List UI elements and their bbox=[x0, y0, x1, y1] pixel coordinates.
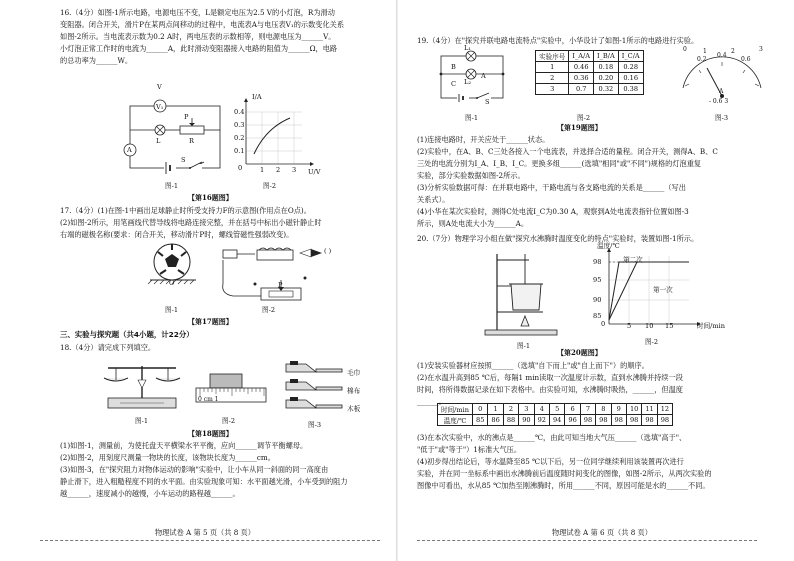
q16-graph-origin: 0 bbox=[238, 164, 243, 172]
q16-circuit-diagram bbox=[120, 88, 230, 178]
q19-line-6: 关系式）。 bbox=[417, 195, 450, 204]
q20-temp-row bbox=[438, 415, 673, 426]
q17-p-label: P bbox=[278, 281, 283, 289]
q19-th-index: 实验序号 bbox=[536, 51, 569, 62]
q18-fig1-caption: 图-1 bbox=[135, 417, 149, 425]
table-cell: 1 bbox=[536, 62, 569, 73]
q19-line-2: (2)实验中，在A、B、C三处各接入一个电流表，并选择合适的量程。闭合开关，测得A、B、C bbox=[417, 147, 718, 156]
q16-fig1-caption: 图-1 bbox=[165, 182, 179, 190]
table-cell: 2 bbox=[536, 73, 569, 84]
q19-label-l1: L₁ bbox=[464, 44, 472, 52]
table-cell: 88 bbox=[503, 415, 518, 426]
table-cell: 11 bbox=[642, 404, 657, 415]
q20-line-5: (3)在本次实验中，水的沸点是______℃，由此可知当地大气压______（选填"高于"、 bbox=[417, 433, 687, 442]
q19-line-1: (1)连接电路时，开关应处于______状态。 bbox=[417, 135, 550, 144]
q20-series-first: 第一次 bbox=[653, 286, 673, 294]
q16-graph-ytick-3: 0.3 bbox=[234, 121, 245, 129]
q20-intro: 20.（7分）物理学习小组在做"探究水沸腾时温度变化的特点"实验时，装置如图-1所示。 bbox=[417, 234, 699, 243]
q19-dial-tick-0-4: 0.4 bbox=[717, 52, 727, 59]
q16-banner: 【第16题图】 bbox=[188, 193, 233, 202]
left-cut-line bbox=[40, 540, 380, 541]
q18-fig3-caption: 图-3 bbox=[308, 421, 322, 429]
table-cell: 5 bbox=[549, 404, 564, 415]
q20-ytick-95: 95 bbox=[593, 276, 602, 284]
q20-line-6: "低于"或"等于"）1标准大气压。 bbox=[417, 445, 522, 454]
q20-line-8: 实验，并在同一坐标系中画出水沸腾前后温度随时间变化的图像，如图-2所示，从两次实验的 bbox=[417, 469, 712, 478]
q17-fig1-caption: 图-1 bbox=[165, 306, 179, 314]
q19-dial-tick-2: 2 bbox=[731, 48, 735, 55]
q19-fig1-caption: 图-1 bbox=[465, 114, 479, 122]
q19-th-ib: I_B/A bbox=[594, 51, 619, 62]
table-cell: 86 bbox=[488, 415, 503, 426]
table-cell: 时间/min bbox=[438, 404, 473, 415]
table-cell: 0 bbox=[473, 404, 488, 415]
q16-label-v: V bbox=[157, 83, 162, 91]
q19-dial-tick-0: 0 bbox=[683, 46, 687, 53]
q19-line-4: 实验，部分实验数据如图-2所示。 bbox=[417, 171, 525, 180]
table-cell: 10 bbox=[626, 404, 641, 415]
q18-line-2: (2)如图-2，用刻度尺测量一物块的长度，该物块长度为______cm。 bbox=[60, 453, 275, 462]
table-cell: 0.28 bbox=[618, 62, 643, 73]
table-cell: 3 bbox=[536, 84, 569, 95]
table-cell: 0.7 bbox=[569, 84, 594, 95]
q18-surface-wood: 木板 bbox=[347, 405, 361, 413]
q20-line-1: (1)安装实验器材应按照______（选填"自下而上"或"自上而下"）的顺序。 bbox=[417, 361, 649, 370]
q16-line-4: 小灯泡正常工作时的电流为______A，此时滑动变阻器接入电路的阻值为______Ω，电路 bbox=[60, 44, 338, 53]
table-cell: 7 bbox=[580, 404, 595, 415]
section-3-heading: 三、实验与探究题（共4小题，计22分） bbox=[60, 330, 194, 339]
q19-label-a: A bbox=[481, 72, 486, 80]
q19-line-7: (4)小华在某次实验时，测得C处电流I_C为0.30 A，观察到A处电流表指针位置如图-3 bbox=[417, 207, 689, 216]
q19-dial-tick-1: 1 bbox=[703, 48, 707, 55]
table-cell: 6 bbox=[565, 404, 580, 415]
q16-graph-xtick-2: 2 bbox=[276, 166, 281, 174]
table-cell: 96 bbox=[565, 415, 580, 426]
table-cell: 94 bbox=[549, 415, 564, 426]
q19-fig3-caption: 图-3 bbox=[715, 114, 729, 122]
q17-line-3: 右端的磁极名称(要求：闭合开关，移动滑片P时，螺线管磁性强弱改变)。 bbox=[60, 230, 294, 239]
q19-table-header-row bbox=[536, 51, 644, 62]
q20-time-row bbox=[438, 404, 673, 415]
q17-line-1: 17.（4分）(1)在图-1中画出足球静止时所受支持力F的示意图(作用点在O点)。 bbox=[60, 206, 311, 215]
q19-label-l2: L₂ bbox=[464, 78, 472, 86]
q17-fig2-caption: 图-2 bbox=[262, 306, 276, 314]
q20-line-9: 图像中可看出，水从85 ℃加热至刚沸腾时，所用______不同，原因可能是水的______不同。 bbox=[417, 481, 710, 490]
table-cell: 98 bbox=[642, 415, 657, 426]
q16-graph-ytick-1: 0.1 bbox=[234, 147, 245, 155]
q16-graph-ytick-4: 0.4 bbox=[234, 108, 245, 116]
q19-dial-tick-0-6: 0.6 bbox=[741, 56, 751, 63]
q18-line-5: 越______，速度减小的越慢，小车运动的路程越______。 bbox=[60, 489, 240, 498]
q20-fig1-caption: 图-1 bbox=[517, 342, 531, 350]
table-cell: 0.32 bbox=[594, 84, 619, 95]
table-cell: 98 bbox=[580, 415, 595, 426]
q16-label-ammeter: A bbox=[127, 146, 132, 154]
q20-graph-ylabel: 温度/℃ bbox=[597, 242, 620, 250]
q19-dial-tick-3: 3 bbox=[759, 46, 763, 53]
q20-series-second: 第二次 bbox=[623, 256, 643, 264]
table-cell: 12 bbox=[657, 404, 672, 415]
q18-ruler bbox=[196, 372, 266, 410]
q16-graph-xtick-1: 1 bbox=[260, 166, 265, 174]
q19-dial-unit: A bbox=[719, 88, 724, 95]
q17-line-2: (2)如图-2所示，用笔画线代替导线将电路连接完整，并在括号中标出小磁针静止时 bbox=[60, 218, 322, 227]
q18-line-1: (1)如图-1，测量前，为使托盘天平横梁水平平衡，应向______调节平衡螺母。 bbox=[60, 441, 308, 450]
right-cut-line bbox=[417, 540, 757, 541]
table-row bbox=[536, 84, 644, 95]
q20-boiling-apparatus bbox=[483, 250, 563, 338]
q16-label-lamp: L bbox=[156, 137, 161, 145]
q18-intro: 18.（4分）请完成下列填空。 bbox=[60, 343, 156, 352]
q19-fig2-caption: 图-2 bbox=[577, 114, 591, 122]
q20-line-7: (4)初步得出结论后，等水温降至85 ℃以下后，另一位同学继续利用该装置再次进行 bbox=[417, 457, 684, 466]
right-page-footer: 物理试卷 A 第 6 页（共 8 页） bbox=[552, 528, 652, 537]
q19-label-c: C bbox=[451, 80, 457, 88]
table-cell: 0.36 bbox=[569, 73, 594, 84]
q19-data-table bbox=[535, 50, 644, 95]
q19-line-8: 所示，则A处电流大小为______A。 bbox=[417, 219, 529, 228]
q19-dial-tick-0-2: 0.2 bbox=[697, 56, 707, 63]
table-cell: 85 bbox=[473, 415, 488, 426]
q18-fig2-caption: 图-2 bbox=[222, 417, 236, 425]
q20-xtick-15: 15 bbox=[665, 322, 674, 330]
q19-line-3: 三处的电流分别为I_A、I_B、I_C。更换多组______(选填"相同"或"不同")规格的灯泡重复 bbox=[417, 159, 702, 168]
q19-label-b: B bbox=[451, 63, 456, 71]
q18-line-4: 静止滑下，进入粗糙程度不同的水平面。由实验现象可知：水平面越光滑，小车受到的阻力 bbox=[60, 477, 348, 486]
q18-surface-cotton: 棉布 bbox=[347, 387, 361, 395]
q18-inclined-planes bbox=[286, 360, 342, 418]
q16-line-5: 的总功率为______W。 bbox=[60, 56, 133, 65]
q19-label-s: S bbox=[485, 98, 490, 106]
q16-label-resistor: R bbox=[189, 137, 194, 145]
q16-label-switch: S bbox=[181, 156, 186, 164]
q20-line-3: 时间，将所得数据记录在如下表格中。由实验可知，水沸腾时吸热，______，但温度 bbox=[417, 385, 683, 394]
q20-graph-origin: 0 bbox=[601, 320, 606, 328]
q20-fig2-caption: 图-2 bbox=[645, 338, 659, 346]
table-cell: 1 bbox=[488, 404, 503, 415]
table-cell: 温度/℃ bbox=[438, 415, 473, 426]
q16-line-1: 16.（4分）如图-1所示电路，电源电压不变，L是额定电压为2.5 V的小灯泡，R为滑动 bbox=[60, 8, 335, 17]
table-cell: 0.38 bbox=[618, 84, 643, 95]
table-cell: 4 bbox=[534, 404, 549, 415]
q17-compass-needle bbox=[300, 248, 322, 258]
table-cell: 0.20 bbox=[594, 73, 619, 84]
left-page-footer: 物理试卷 A 第 5 页（共 8 页） bbox=[155, 528, 255, 537]
q18-line-3: (3)如图-3，在"探究阻力对物体运动的影响"实验中，让小车从同一斜面的同一高度由 bbox=[60, 465, 329, 474]
right-page bbox=[397, 0, 794, 561]
table-cell: 0.16 bbox=[618, 73, 643, 84]
q20-line-2: (2)在水温升高到85 ℃后，每隔1 min读取一次温度计示数，直到水沸腾并持续一段 bbox=[417, 373, 683, 382]
q20-ytick-98: 98 bbox=[593, 258, 602, 266]
q16-line-3: 如图-2所示。当电流表示数为0.2 A时，两电压表的示数相等，则电源电压为______V。 bbox=[60, 32, 336, 41]
table-cell: 98 bbox=[596, 415, 611, 426]
q16-line-2: 变阻器。闭合开关，滑片P在某两点间移动的过程中，电流表A与电压表V₁的示数变化关系 bbox=[60, 20, 345, 29]
table-cell: 90 bbox=[519, 415, 534, 426]
table-cell: 0.18 bbox=[594, 62, 619, 73]
table-cell: 98 bbox=[626, 415, 641, 426]
q17-o-label: O bbox=[169, 279, 175, 287]
table-row bbox=[536, 73, 644, 84]
q20-ytick-85: 85 bbox=[593, 312, 602, 320]
q19-dial-terminals: - 0.6 3 bbox=[709, 98, 729, 105]
table-cell: 98 bbox=[657, 415, 672, 426]
q16-graph-ytick-2: 0.2 bbox=[234, 134, 245, 142]
q16-graph-xtick-3: 3 bbox=[292, 166, 297, 174]
q16-graph-ylabel: I/A bbox=[252, 93, 262, 101]
q20-xtick-10: 10 bbox=[645, 322, 654, 330]
q16-graph-xlabel: U/V bbox=[308, 168, 321, 176]
table-cell: 92 bbox=[534, 415, 549, 426]
q20-xtick-5: 5 bbox=[627, 322, 632, 330]
q19-parallel-circuit bbox=[433, 50, 513, 108]
q18-balance-scale bbox=[100, 358, 184, 410]
q18-surface-towel: 毛巾 bbox=[347, 369, 361, 377]
q16-iu-graph bbox=[232, 98, 318, 178]
q20-graph-xlabel: 时间/min bbox=[697, 322, 726, 330]
q19-ammeter-dial bbox=[677, 56, 767, 102]
table-cell: 0.46 bbox=[569, 62, 594, 73]
q19-line-top: 19.（4分）在"探究并联电路电流特点"实验中，小华设计了如图-1所示的电路进行实验。 bbox=[417, 36, 699, 45]
q20-line-4: ______。 bbox=[417, 397, 446, 406]
q20-banner: 【第20题图】 bbox=[557, 348, 602, 357]
q17-soccer-ball bbox=[150, 240, 200, 290]
q18-banner: 【第18题图】 bbox=[188, 429, 233, 438]
q19-th-ic: I_C/A bbox=[618, 51, 643, 62]
table-cell: 9 bbox=[611, 404, 626, 415]
table-cell: 98 bbox=[611, 415, 626, 426]
q19-line-5: (3)分析实验数据可得：在并联电路中，干路电流与各支路电流的关系是______（写出 bbox=[417, 183, 686, 192]
q16-fig2-caption: 图-2 bbox=[263, 182, 277, 190]
q16-label-v1: V₁ bbox=[156, 103, 164, 111]
q16-label-slider: P bbox=[184, 113, 189, 121]
q18-ruler-label: 0 cm 1 bbox=[198, 396, 219, 403]
table-cell: 3 bbox=[519, 404, 534, 415]
q17-bracket: ( ) bbox=[324, 247, 332, 255]
q20-data-table bbox=[437, 403, 673, 426]
q20-ytick-90: 90 bbox=[593, 296, 602, 304]
q17-banner: 【第17题图】 bbox=[188, 317, 233, 326]
q19-banner: 【第19题图】 bbox=[557, 123, 602, 132]
q19-th-ia: I_A/A bbox=[569, 51, 594, 62]
table-row bbox=[536, 62, 644, 73]
table-cell: 2 bbox=[503, 404, 518, 415]
table-cell: 8 bbox=[596, 404, 611, 415]
